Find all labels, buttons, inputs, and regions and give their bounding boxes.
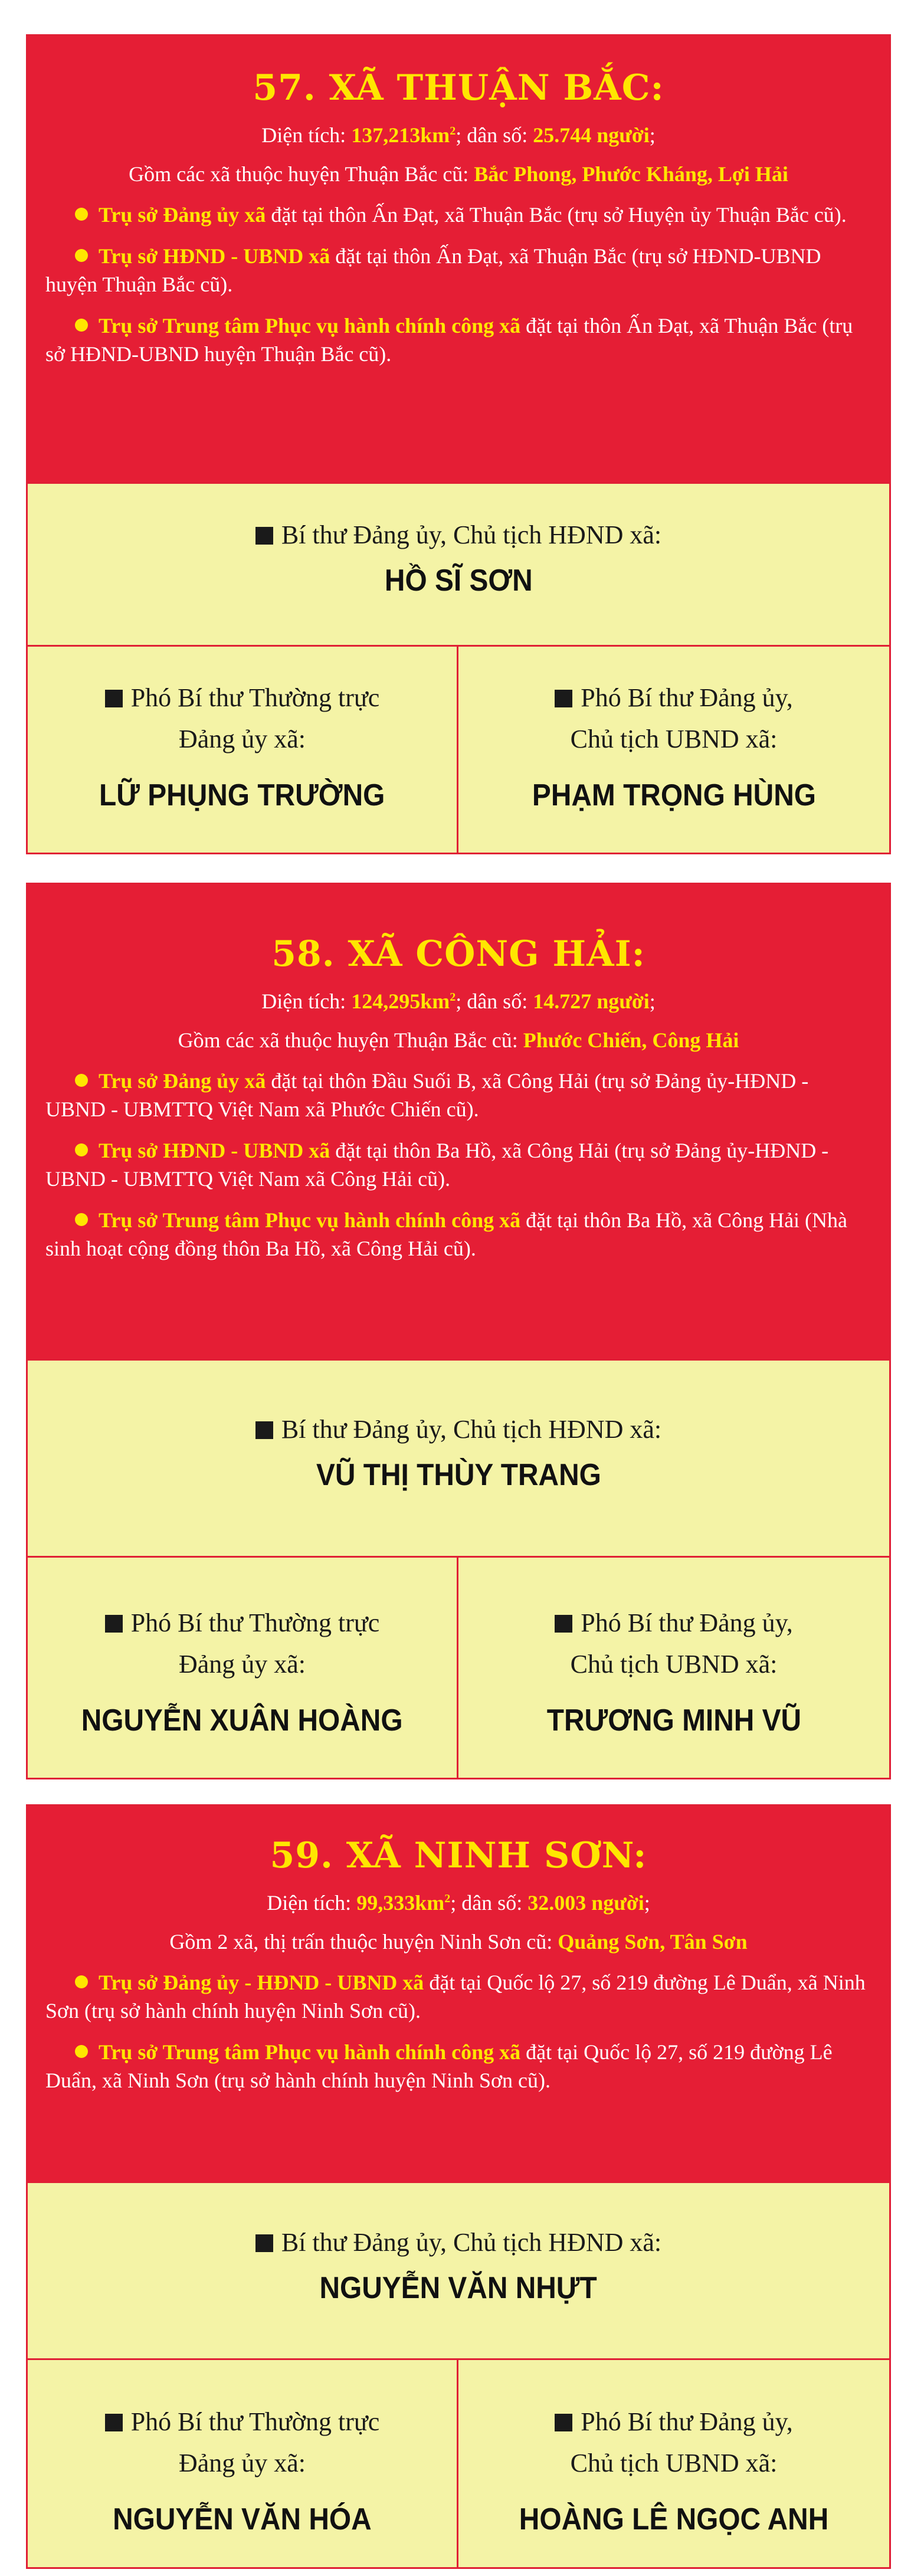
- square-bullet-icon: [255, 527, 273, 545]
- deputy-row: [28, 1556, 889, 1778]
- secretary-name: VŨ THỊ THÙY TRANG: [316, 1458, 601, 1492]
- square-bullet-icon: [555, 690, 572, 707]
- bullet-item: Trụ sở HĐND - UBND xã đặt tại thôn Ấn Đạt, xã Thuận Bắc (trụ sở HĐND-UBND huyện Thuận Bắc cũ).: [45, 244, 821, 296]
- deputy-row: [28, 2358, 889, 2567]
- square-bullet-icon: [105, 2414, 123, 2431]
- bullet-item: Trụ sở Đảng ủy xã đặt tại thôn Đầu Suối B, xã Công Hải (trụ sở Đảng ủy-HĐND - UBND - UBMTTQ Việt Nam xã Phước Chiến cũ).: [45, 1069, 809, 1121]
- bullet-dot-icon: [75, 1074, 88, 1087]
- square-bullet-icon: [105, 690, 123, 707]
- deputy-secretary-name: LỮ PHỤNG TRƯỜNG: [99, 778, 385, 812]
- chairman-cell: Phó Bí thư Đảng ủy, Chủ tịch UBND xã: HOÀNG LÊ NGỌC ANH: [458, 2360, 889, 2567]
- secretary-role: Bí thư Đảng ủy, Chủ tịch HĐND xã:: [281, 1415, 662, 1444]
- secretary-row: [28, 482, 889, 645]
- bullet-item: Trụ sở Trung tâm Phục vụ hành chính công xã đặt tại thôn Ấn Đạt, xã Thuận Bắc (trụ sở HĐND-UBND huyện Thuận Bắc cũ).: [45, 314, 853, 366]
- bullet-dot-icon: [75, 1143, 88, 1156]
- composition: Gồm các xã thuộc huyện Thuận Bắc cũ: Bắc Phong, Phước Kháng, Lợi Hải: [129, 162, 788, 186]
- area-population: Diện tích: $137,213km^2$; dân số: 25.744 người;: [261, 123, 656, 147]
- secretary-row: [28, 1359, 889, 1556]
- bullet-item: Trụ sở Đảng ủy xã đặt tại thôn Ấn Đạt, xã Thuận Bắc (trụ sở Huyện ủy Thuận Bắc cũ).: [45, 201, 871, 229]
- deputy-row: [28, 645, 889, 853]
- area-population: Diện tích: $99,333km^2$; dân số: 32.003 người;: [267, 1891, 650, 1915]
- bullet-dot-icon: [75, 249, 88, 262]
- deputy-secretary-cell: Phó Bí thư Thường trực Đảng ủy xã: NGUYỄN XUÂN HOÀNG: [28, 1558, 458, 1778]
- bullet-dot-icon: [75, 208, 88, 221]
- bullet-item: Trụ sở HĐND - UBND xã đặt tại thôn Ba Hồ, xã Công Hải (trụ sở Đảng ủy-HĐND - UBND - UBMTTQ Việt Nam xã Công Hải cũ).: [45, 1139, 829, 1191]
- square-bullet-icon: [555, 1615, 572, 1633]
- secretary-name: HỒ SĨ SƠN: [384, 563, 533, 598]
- commune-header-59: [28, 1806, 889, 2181]
- square-bullet-icon: [255, 1421, 273, 1439]
- bullet-dot-icon: [75, 1975, 88, 1988]
- bullet-dot-icon: [75, 1213, 88, 1226]
- secretary-row: [28, 2181, 889, 2358]
- commune-header-57: [28, 36, 889, 482]
- deputy-secretary-name: NGUYỄN VĂN HÓA: [113, 2502, 372, 2536]
- commune-card-59: [26, 1804, 891, 2569]
- secretary-role: Bí thư Đảng ủy, Chủ tịch HĐND xã:: [281, 2228, 662, 2257]
- composition: Gồm 2 xã, thị trấn thuộc huyện Ninh Sơn cũ: Quảng Sơn, Tân Sơn: [169, 1930, 748, 1954]
- composition: Gồm các xã thuộc huyện Thuận Bắc cũ: Phước Chiến, Công Hải: [178, 1028, 739, 1052]
- square-bullet-icon: [105, 1615, 123, 1633]
- commune-title: 57. XÃ THUẬN BẮC:: [253, 67, 664, 109]
- deputy-secretary-name: NGUYỄN XUÂN HOÀNG: [81, 1703, 403, 1738]
- bullet-item: Trụ sở Trung tâm Phục vụ hành chính công xã đặt tại Quốc lộ 27, số 219 đường Lê Duẩn, xã Ninh Sơn (trụ sở hành chính huyện Ninh Sơn cũ).: [45, 2040, 833, 2092]
- chairman-name: TRƯƠNG MINH VŨ: [546, 1703, 801, 1738]
- chairman-cell: Phó Bí thư Đảng ủy, Chủ tịch UBND xã: PHẠM TRỌNG HÙNG: [458, 647, 889, 853]
- commune-header-58: [28, 884, 889, 1359]
- secretary-role: Bí thư Đảng ủy, Chủ tịch HĐND xã:: [281, 520, 662, 549]
- square-bullet-icon: [255, 2234, 273, 2252]
- bullet-item: Trụ sở Đảng ủy - HĐND - UBND xã đặt tại Quốc lộ 27, số 219 đường Lê Duẩn, xã Ninh Sơn (trụ sở hành chính huyện Ninh Sơn cũ).: [45, 1971, 866, 2023]
- commune-title: 59. XÃ NINH SƠN:: [270, 1835, 647, 1876]
- commune-card-57: [26, 34, 891, 854]
- chairman-name: HOÀNG LÊ NGỌC ANH: [519, 2502, 829, 2536]
- chairman-cell: Phó Bí thư Đảng ủy, Chủ tịch UBND xã: TRƯƠNG MINH VŨ: [458, 1558, 889, 1778]
- square-bullet-icon: [555, 2414, 572, 2431]
- area-population: Diện tích: $124,295km^2$; dân số: 14.727 người;: [261, 989, 656, 1013]
- commune-card-58: [26, 883, 891, 1779]
- chairman-name: PHẠM TRỌNG HÙNG: [532, 778, 816, 812]
- commune-title: 58. XÃ CÔNG HẢI:: [271, 933, 646, 975]
- deputy-secretary-cell: Phó Bí thư Thường trực Đảng ủy xã: NGUYỄN VĂN HÓA: [28, 2360, 458, 2567]
- secretary-name: NGUYỄN VĂN NHỰT: [319, 2271, 598, 2305]
- bullet-item: Trụ sở Trung tâm Phục vụ hành chính công xã đặt tại thôn Ba Hồ, xã Công Hải (Nhà sinh hoạt cộng đồng thôn Ba Hồ, xã Công Hải cũ).: [45, 1208, 848, 1260]
- bullet-dot-icon: [75, 319, 88, 332]
- deputy-secretary-cell: Phó Bí thư Thường trực Đảng ủy xã: LỮ PHỤNG TRƯỜNG: [28, 647, 458, 853]
- bullet-dot-icon: [75, 2045, 88, 2058]
